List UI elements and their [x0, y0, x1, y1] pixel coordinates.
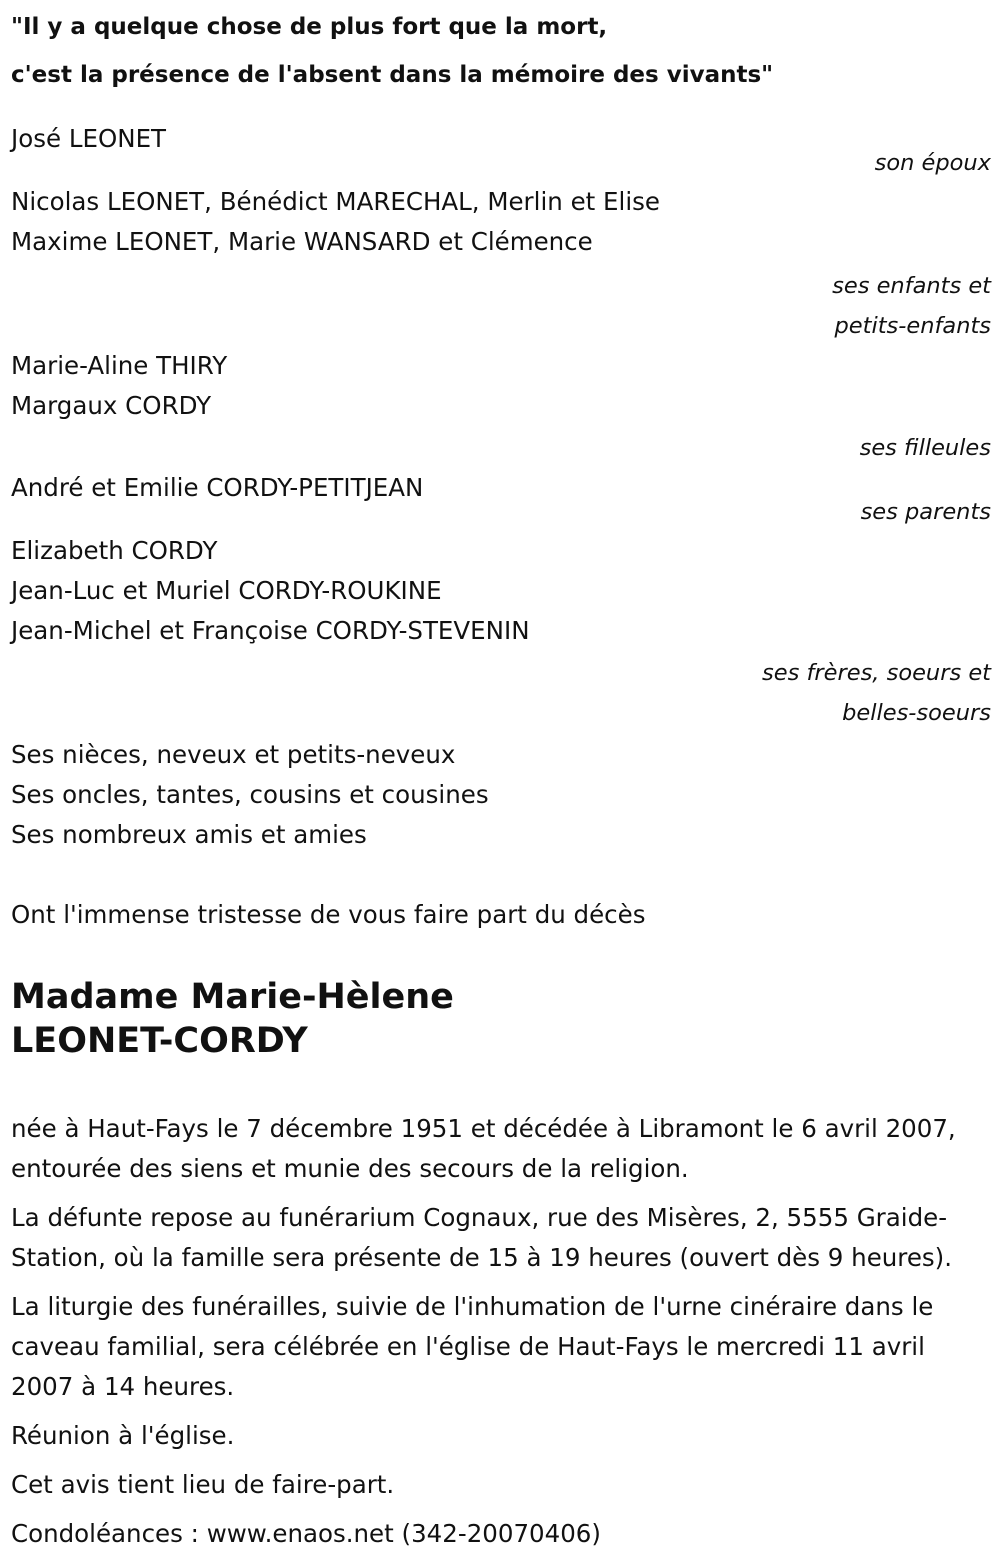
family-name: Maxime LEONET, Marie WANSARD et Clémence — [11, 227, 593, 256]
liturgy-paragraph: La liturgie des funérailles, suivie de l'inhumation de l'urne cinéraire dans le caveau familial, sera célébrée en l'église de Haut-Fays le mercredi 11 avril 2007 à 14 heures. — [11, 1292, 934, 1401]
family-name: Ses nombreux amis et amies — [11, 820, 367, 849]
meeting-paragraph: Réunion à l'église. — [11, 1421, 235, 1450]
family-name: Ses nièces, neveux et petits-neveux — [11, 740, 456, 769]
family-group-spouse — [11, 119, 991, 183]
announcement-text: Ont l'immense tristesse de vous faire part du décès — [11, 900, 646, 929]
relation-label: belles-soeurs — [842, 700, 991, 726]
epigraph-quote — [11, 3, 991, 99]
family-group-siblings — [11, 531, 991, 733]
family-name: Ses oncles, tantes, cousins et cousines — [11, 780, 489, 809]
family-name: Marie-Aline THIRY — [11, 351, 228, 380]
family-name: Margaux CORDY — [11, 391, 212, 420]
condolences-paragraph: Condoléances : www.enaos.net (342-20070406) — [11, 1519, 601, 1548]
deceased-name — [11, 975, 991, 1063]
relation-label: son époux — [874, 150, 991, 176]
details — [11, 1109, 991, 1554]
relation-label: ses filleules — [859, 435, 991, 461]
birth-death-paragraph: née à Haut-Fays le 7 décembre 1951 et décédée à Libramont le 6 avril 2007, entourée des siens et munie des secours de la religion. — [11, 1114, 956, 1183]
deceased-name-line-2: LEONET-CORDY — [11, 1021, 308, 1061]
family-name: José LEONET — [11, 124, 167, 153]
relation-label: ses enfants et — [832, 273, 991, 299]
extended-family — [11, 735, 991, 855]
deceased-name-line-1: Madame Marie-Hèlene — [11, 977, 454, 1017]
family-name: Jean-Luc et Muriel CORDY-ROUKINE — [11, 576, 442, 605]
family-group-goddaughters — [11, 346, 991, 468]
family-group-parents — [11, 468, 991, 532]
family-name: Nicolas LEONET, Bénédict MARECHAL, Merlin et Elise — [11, 187, 660, 216]
family-name: Jean-Michel et Françoise CORDY-STEVENIN — [11, 616, 530, 645]
relation-label: ses parents — [860, 499, 991, 525]
quote-line-2: c'est la présence de l'absent dans la mémoire des vivants" — [11, 62, 774, 88]
notice-paragraph: Cet avis tient lieu de faire-part. — [11, 1470, 395, 1499]
funeral-home-paragraph: La défunte repose au funérarium Cognaux, rue des Misères, 2, 5555 Graide-Station, où la famille sera présente de 15 à 19 heures (ouvert dès 9 heures). — [11, 1203, 953, 1272]
family-group-children — [11, 182, 991, 346]
obituary-notice — [11, 0, 991, 1554]
family-name: André et Emilie CORDY-PETITJEAN — [11, 473, 424, 502]
relation-label: petits-enfants — [834, 313, 991, 339]
relation-label: ses frères, soeurs et — [762, 660, 991, 686]
quote-line-1: "Il y a quelque chose de plus fort que la mort, — [11, 14, 608, 40]
family-name: Elizabeth CORDY — [11, 536, 218, 565]
family-list — [11, 119, 991, 855]
